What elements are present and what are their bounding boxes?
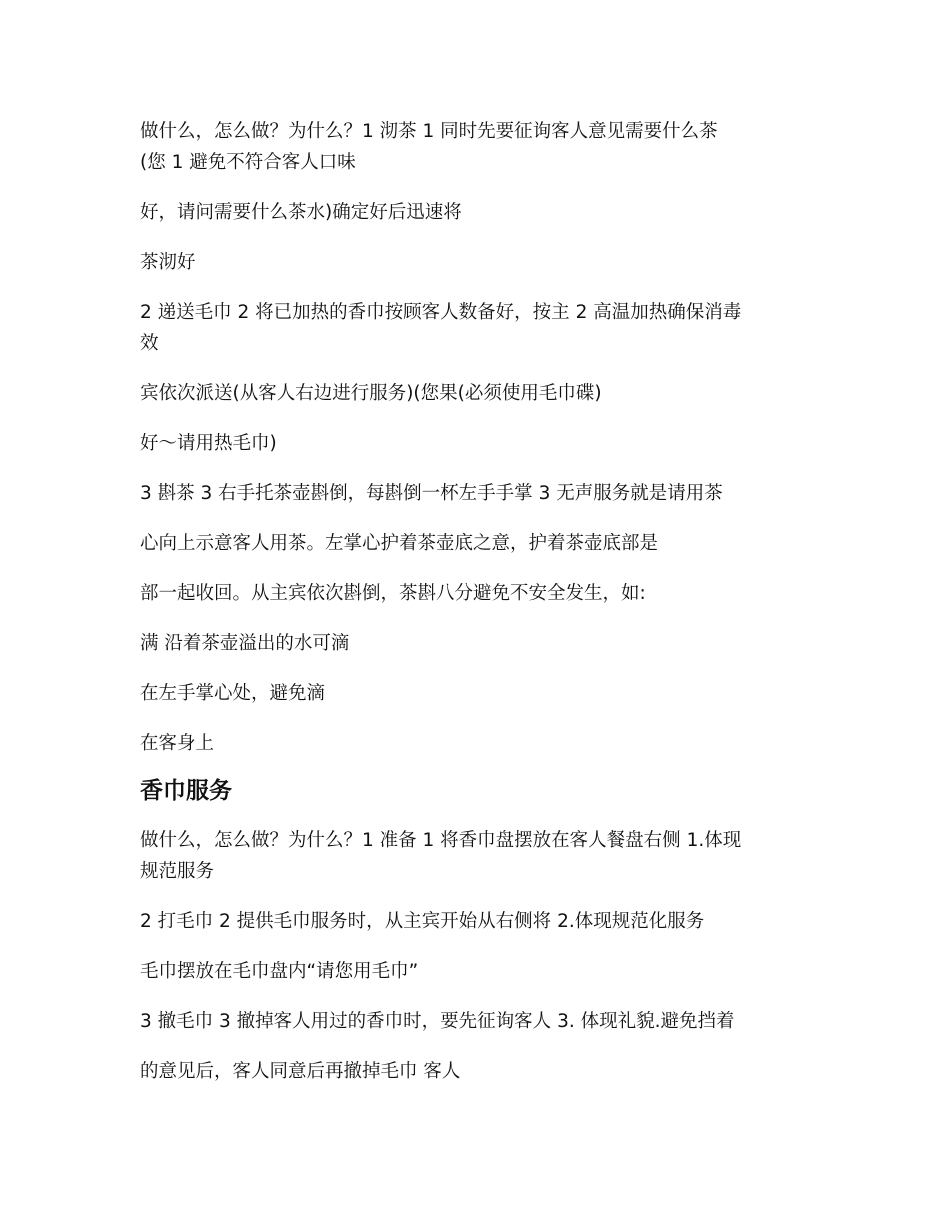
text-line: 效	[140, 333, 159, 354]
paragraph	[140, 116, 820, 178]
paragraph	[140, 825, 820, 887]
document-body	[140, 116, 820, 1087]
text-line: 好，请问需要什么茶水)确定好后迅速将	[140, 202, 462, 223]
text-line: 2 递送毛巾 2 将已加热的香巾按顾客人数备好，按主 2 高温加热确保消毒	[140, 302, 742, 323]
paragraph	[140, 728, 820, 759]
text-line: 做什么，怎么做？为什么？1 准备 1 将香巾盘摆放在客人餐盘右侧 1.体现	[140, 830, 742, 851]
paragraph	[140, 1006, 820, 1037]
paragraph	[140, 628, 820, 659]
text-line: 3 撤毛巾 3 撤掉客人用过的香巾时，要先征询客人 3. 体现礼貌.避免挡着	[140, 1011, 735, 1032]
paragraph	[140, 428, 820, 459]
paragraph	[140, 678, 820, 709]
section-heading: 香巾服务	[140, 778, 232, 804]
text-line: 2 打毛巾 2 提供毛巾服务时，从主宾开始从右侧将 2.体现规范化服务	[140, 911, 705, 932]
paragraph	[140, 528, 820, 559]
text-line: 茶沏好	[140, 252, 196, 273]
text-line: 规范服务	[140, 861, 215, 882]
text-line: (您 1 避免不符合客人口味	[140, 152, 356, 173]
paragraph	[140, 956, 820, 987]
text-line: 部一起收回。从主宾依次斟倒，茶斟八分避免不安全发生，如:	[140, 583, 646, 604]
text-line: 满 沿着茶壶溢出的水可滴	[140, 633, 350, 654]
text-line: 宾依次派送(从客人右边进行服务)(您果(必须使用毛巾碟)	[140, 383, 602, 404]
paragraph	[140, 378, 820, 409]
paragraph	[140, 297, 820, 359]
text-line: 毛巾摆放在毛巾盘内“请您用毛巾”	[140, 961, 419, 982]
text-line: 心向上示意客人用茶。左掌心护着茶壶底之意，护着茶壶底部是	[140, 533, 659, 554]
paragraph	[140, 906, 820, 937]
paragraph	[140, 578, 820, 609]
paragraph	[140, 478, 820, 509]
paragraph	[140, 197, 820, 228]
text-line: 好～请用热毛巾)	[140, 433, 277, 454]
text-line: 的意见后，客人同意后再撤掉毛巾 客人	[140, 1061, 461, 1082]
text-line: 做什么，怎么做？为什么？1 沏茶 1 同时先要征询客人意见需要什么茶	[140, 121, 718, 142]
paragraph	[140, 1056, 820, 1087]
paragraph	[140, 247, 820, 278]
text-line: 在左手掌心处，避免滴	[140, 683, 326, 704]
text-line: 在客身上	[140, 733, 215, 754]
text-line: 3 斟茶 3 右手托茶壶斟倒，每斟倒一杯左手手掌 3 无声服务就是请用茶	[140, 483, 723, 504]
